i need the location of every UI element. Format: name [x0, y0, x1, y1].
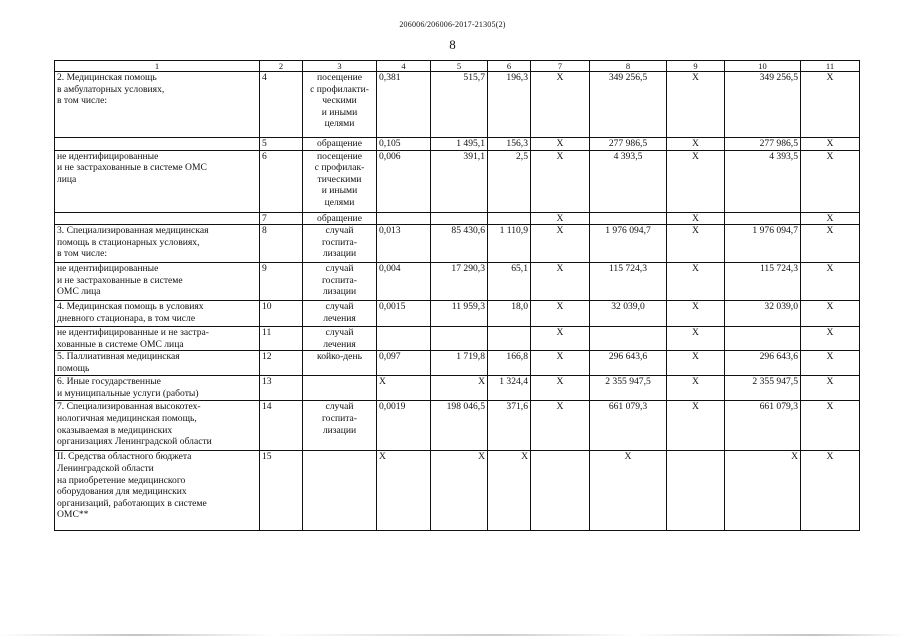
table-cell-col7 — [531, 72, 590, 138]
cell-text: X — [556, 72, 564, 83]
table-cell-col4 — [377, 301, 431, 327]
cell-text: X — [692, 351, 699, 363]
table-cell-col3 — [303, 401, 377, 451]
cell-text: 2 355 947,5 — [752, 376, 798, 388]
cell-text: койко-день — [317, 351, 362, 363]
table-cell-col5 — [431, 212, 488, 225]
table-cell-col5 — [431, 376, 488, 401]
cell-text: 6. Иные государственные и муниципальные услуги (работы) — [57, 376, 199, 399]
table-cell-col11 — [801, 301, 860, 327]
table-cell-col1 — [55, 451, 260, 531]
cell-text: 85 430,6 — [451, 225, 485, 237]
table-cell-col10 — [725, 351, 801, 376]
table-row — [55, 212, 860, 225]
cell-text: 166,8 — [506, 351, 528, 363]
table-cell-col10 — [725, 327, 801, 351]
cell-text: 9 — [262, 263, 267, 275]
table-cell-col1 — [55, 327, 260, 351]
table-cell-col9 — [667, 212, 725, 225]
cell-text: случай госпита- лизации — [321, 263, 358, 298]
cell-text: X — [478, 376, 485, 388]
table-cell-col8 — [590, 138, 667, 151]
table-cell-col7 — [531, 376, 590, 401]
cell-text: 7. Специализированная высокотех- нологичная медицинская помощь, оказываемая в медицинских организациях Ленинградской области — [57, 401, 212, 448]
table-cell-col9 — [667, 451, 725, 531]
table-cell-col11 — [801, 72, 860, 138]
table-cell-col8 — [590, 72, 667, 138]
cell-text: 196,3 — [506, 72, 528, 83]
table-cell-col9 — [667, 301, 725, 327]
table-cell-col10 — [725, 376, 801, 401]
cell-text: X — [556, 401, 564, 413]
cell-text: 12 — [262, 351, 272, 363]
cell-text: 1 324,4 — [499, 376, 528, 388]
cell-text: 4 393,5 — [613, 150, 643, 162]
table-cell-col2 — [260, 212, 303, 225]
table-cell-col5 — [431, 351, 488, 376]
table-row — [55, 225, 860, 263]
table-cell-col11 — [801, 401, 860, 451]
cell-text: 10 — [262, 301, 272, 313]
table-cell-col5 — [431, 225, 488, 263]
cell-text: 1 976 094,7 — [605, 225, 651, 237]
table-cell-col6 — [488, 263, 531, 301]
table-cell-col9 — [667, 225, 725, 263]
cell-text: не идентифицированные и не застрахованные в системе ОМС лица — [57, 150, 207, 185]
cell-text: 2,5 — [516, 150, 528, 162]
table-cell-col11 — [801, 212, 860, 225]
table-cell-col4 — [377, 150, 431, 212]
cell-text: 11 959,3 — [451, 301, 485, 313]
cell-text: 32 039,0 — [611, 301, 645, 313]
cell-text: X — [692, 301, 699, 313]
cell-text: X — [826, 72, 834, 83]
table-cell-col2 — [260, 451, 303, 531]
column-header: 1 — [55, 61, 260, 72]
table-cell-col2 — [260, 263, 303, 301]
table-row — [55, 327, 860, 351]
cell-text: 0,004 — [379, 263, 401, 275]
table-cell-col8 — [590, 263, 667, 301]
table-cell-col11 — [801, 351, 860, 376]
cell-text: случай лечения — [323, 301, 356, 324]
table-cell-col7 — [531, 327, 590, 351]
table-cell-col3 — [303, 225, 377, 263]
table-cell-col7 — [531, 301, 590, 327]
cell-text: X — [826, 351, 834, 363]
table-cell-col2 — [260, 351, 303, 376]
table-cell-col4 — [377, 212, 431, 225]
cell-text: 11 — [262, 327, 272, 339]
table-cell-col10 — [725, 138, 801, 151]
cell-text: 65,1 — [511, 263, 528, 275]
table-cell-col8 — [590, 351, 667, 376]
cell-text: 14 — [262, 401, 272, 413]
cell-text: X — [692, 263, 699, 275]
table-cell-col7 — [531, 263, 590, 301]
cell-text: 17 290,3 — [451, 263, 485, 275]
table-cell-col5 — [431, 301, 488, 327]
column-header: 9 — [667, 61, 725, 72]
cell-text: X — [692, 212, 699, 224]
cell-text: 515,7 — [463, 72, 485, 83]
table-cell-col2 — [260, 138, 303, 151]
cell-text: 1 976 094,7 — [752, 225, 798, 237]
cell-text: 296 643,6 — [608, 351, 648, 363]
table-cell-col6 — [488, 138, 531, 151]
cell-text: X — [826, 451, 834, 463]
table-row — [55, 263, 860, 301]
table-cell-col5 — [431, 451, 488, 531]
table-cell-col9 — [667, 327, 725, 351]
table-cell-col1 — [55, 401, 260, 451]
table-cell-col1 — [55, 212, 260, 225]
table-cell-col6 — [488, 72, 531, 138]
cell-text: X — [692, 327, 699, 339]
cell-text: X — [692, 150, 699, 162]
cell-text: 371,6 — [506, 401, 528, 413]
table-cell-col10 — [725, 72, 801, 138]
table-row — [55, 301, 860, 327]
cell-text: X — [556, 351, 564, 363]
table-cell-col10 — [725, 225, 801, 263]
cell-text: X — [556, 327, 564, 339]
table-cell-col8 — [590, 376, 667, 401]
table-cell-col6 — [488, 301, 531, 327]
table-cell-col1 — [55, 150, 260, 212]
table-cell-col4 — [377, 376, 431, 401]
table-row — [55, 72, 860, 138]
table-cell-col11 — [801, 327, 860, 351]
table-row — [55, 351, 860, 376]
table-cell-col3 — [303, 376, 377, 401]
cell-text: 115 724,3 — [608, 263, 648, 275]
cell-text: 0,006 — [379, 150, 401, 162]
cell-text: X — [826, 376, 834, 388]
cell-text: не идентифицированные и не застрахованные в системе ОМС лица — [57, 263, 183, 298]
cell-text: посещение с профилакти- ческими и иными целями — [310, 72, 369, 130]
cell-text: X — [826, 301, 834, 313]
cell-text: посещение с профилак- тическими и иными целями — [314, 150, 365, 208]
table-cell-col5 — [431, 327, 488, 351]
table-cell-col8 — [590, 451, 667, 531]
financing-table — [54, 60, 860, 531]
cell-text: 18,0 — [511, 301, 528, 313]
column-header: 11 — [801, 61, 860, 72]
table-cell-col5 — [431, 263, 488, 301]
cell-text: 4. Медицинская помощь в условиях дневного стационара, в том числе — [57, 301, 204, 324]
table-cell-col6 — [488, 225, 531, 263]
cell-text: 0,105 — [379, 138, 401, 149]
cell-text: X — [624, 451, 632, 463]
cell-text: 0,381 — [379, 72, 401, 83]
table-cell-col7 — [531, 451, 590, 531]
page-number: 8 — [449, 37, 456, 52]
table-cell-col1 — [55, 225, 260, 263]
table-cell-col6 — [488, 451, 531, 531]
cell-text: случай госпита- лизации — [321, 225, 358, 260]
column-header: 6 — [488, 61, 531, 72]
cell-text: случай госпита- лизации — [321, 401, 358, 436]
cell-text: 7 — [262, 212, 267, 224]
cell-text: X — [556, 150, 564, 162]
table-cell-col4 — [377, 225, 431, 263]
table-cell-col3 — [303, 451, 377, 531]
cell-text: 5. Паллиативная медицинская помощь — [57, 351, 180, 374]
cell-text: 661 079,3 — [759, 401, 798, 413]
cell-text: X — [826, 263, 834, 275]
table-cell-col11 — [801, 150, 860, 212]
table-row — [55, 376, 860, 401]
table-cell-col4 — [377, 72, 431, 138]
table-cell-col3 — [303, 263, 377, 301]
table-cell-col11 — [801, 376, 860, 401]
document-id: 206006/206006-2017-21305(2) — [399, 20, 506, 29]
cell-text: 1 719,8 — [456, 351, 485, 363]
table-cell-col9 — [667, 72, 725, 138]
column-header: 10 — [725, 61, 801, 72]
cell-text: X — [521, 451, 528, 463]
cell-text: 13 — [262, 376, 272, 388]
cell-text: 661 079,3 — [608, 401, 648, 413]
table-cell-col3 — [303, 72, 377, 138]
cell-text: 0,097 — [379, 351, 401, 363]
cell-text: X — [556, 301, 564, 313]
cell-text: 6 — [262, 150, 267, 162]
table-cell-col6 — [488, 401, 531, 451]
table-cell-col9 — [667, 263, 725, 301]
cell-text: 391,1 — [463, 150, 485, 162]
table-row — [55, 150, 860, 212]
table-cell-col8 — [590, 301, 667, 327]
table-cell-col6 — [488, 327, 531, 351]
table-cell-col10 — [725, 301, 801, 327]
cell-text: X — [826, 150, 834, 162]
cell-text: X — [379, 451, 386, 463]
cell-text: 156,3 — [506, 138, 528, 149]
table-cell-col8 — [590, 225, 667, 263]
table-cell-col10 — [725, 263, 801, 301]
table-cell-col1 — [55, 263, 260, 301]
cell-text: X — [478, 451, 485, 463]
table-cell-col10 — [725, 150, 801, 212]
cell-text: 3. Специализированная медицинская помощь в стационарных условиях, в том числе: — [57, 225, 209, 260]
table-cell-col2 — [260, 150, 303, 212]
cell-text: обращение — [317, 138, 362, 149]
table-cell-col9 — [667, 150, 725, 212]
table-cell-col8 — [590, 327, 667, 351]
cell-text: 15 — [262, 451, 272, 463]
table-cell-col3 — [303, 212, 377, 225]
column-header: 8 — [590, 61, 667, 72]
cell-text: 4 — [262, 72, 267, 83]
table-cell-col1 — [55, 72, 260, 138]
table-cell-col6 — [488, 376, 531, 401]
cell-text: 1 495,1 — [456, 138, 485, 149]
table-cell-col9 — [667, 351, 725, 376]
table-header-row — [55, 61, 860, 72]
cell-text: X — [556, 263, 564, 275]
table-cell-col4 — [377, 138, 431, 151]
cell-text: X — [692, 138, 699, 149]
table-cell-col7 — [531, 401, 590, 451]
table-cell-col3 — [303, 150, 377, 212]
cell-text: X — [692, 225, 699, 237]
table-cell-col4 — [377, 351, 431, 376]
cell-text: не идентифицированные и не застра- хованные в системе ОМС лица — [57, 327, 209, 350]
table-cell-col5 — [431, 150, 488, 212]
table-cell-col3 — [303, 327, 377, 351]
table-cell-col2 — [260, 401, 303, 451]
table-body — [55, 72, 860, 531]
table-cell-col1 — [55, 351, 260, 376]
cell-text: X — [556, 212, 564, 224]
table-cell-col8 — [590, 401, 667, 451]
cell-text: 296 643,6 — [759, 351, 798, 363]
column-header: 7 — [531, 61, 590, 72]
table-cell-col10 — [725, 401, 801, 451]
cell-text: X — [791, 451, 798, 463]
table-cell-col6 — [488, 150, 531, 212]
column-header: 5 — [431, 61, 488, 72]
table-cell-col1 — [55, 138, 260, 151]
table-cell-col2 — [260, 376, 303, 401]
table-cell-col11 — [801, 263, 860, 301]
table-cell-col7 — [531, 150, 590, 212]
table-cell-col11 — [801, 225, 860, 263]
cell-text: X — [826, 327, 834, 339]
cell-text: обращение — [317, 212, 362, 224]
cell-text: 277 986,5 — [608, 138, 648, 149]
cell-text: 2 355 947,5 — [605, 376, 651, 388]
table-cell-col2 — [260, 327, 303, 351]
table-cell-col4 — [377, 401, 431, 451]
cell-text: 0,0015 — [379, 301, 406, 313]
table-cell-col5 — [431, 401, 488, 451]
table-cell-col7 — [531, 351, 590, 376]
cell-text: X — [556, 225, 564, 237]
column-header: 2 — [260, 61, 303, 72]
table-cell-col4 — [377, 451, 431, 531]
cell-text: X — [692, 72, 699, 83]
cell-text: X — [826, 225, 834, 237]
table-cell-col6 — [488, 212, 531, 225]
cell-text: X — [826, 138, 834, 149]
cell-text: II. Средства областного бюджета Ленинградской области на приобретение медицинского оборудования для медицинских организаций, работающих в системе ОМС** — [57, 451, 207, 521]
table-cell-col9 — [667, 138, 725, 151]
cell-text: 349 256,5 — [608, 72, 648, 83]
cell-text: 277 986,5 — [759, 138, 798, 149]
table-cell-col6 — [488, 351, 531, 376]
table-cell-col1 — [55, 301, 260, 327]
table-cell-col5 — [431, 138, 488, 151]
table-cell-col4 — [377, 263, 431, 301]
cell-text: 115 724,3 — [759, 263, 798, 275]
table-cell-col10 — [725, 212, 801, 225]
cell-text: 198 046,5 — [446, 401, 485, 413]
table-row — [55, 138, 860, 151]
table-cell-col11 — [801, 138, 860, 151]
table-cell-col7 — [531, 138, 590, 151]
table-cell-col3 — [303, 351, 377, 376]
cell-text: 8 — [262, 225, 267, 237]
cell-text: 0,0019 — [379, 401, 406, 413]
table-cell-col7 — [531, 212, 590, 225]
column-header: 3 — [303, 61, 377, 72]
cell-text: 0,013 — [379, 225, 401, 237]
scan-edge-artifact — [0, 634, 905, 636]
cell-text: X — [692, 376, 699, 388]
table-cell-col4 — [377, 327, 431, 351]
cell-text: 349 256,5 — [759, 72, 798, 83]
cell-text: 1 110,9 — [499, 225, 528, 237]
table-cell-col3 — [303, 301, 377, 327]
table-cell-col2 — [260, 72, 303, 138]
cell-text: случай лечения — [323, 327, 356, 350]
cell-text: 32 039,0 — [764, 301, 798, 313]
table-cell-col10 — [725, 451, 801, 531]
table-cell-col3 — [303, 138, 377, 151]
cell-text: X — [826, 401, 834, 413]
table-cell-col8 — [590, 150, 667, 212]
cell-text: X — [556, 376, 564, 388]
cell-text: X — [826, 212, 834, 224]
table-cell-col11 — [801, 451, 860, 531]
cell-text: 2. Медицинская помощь в амбулаторных условиях, в том числе: — [57, 72, 165, 107]
table-cell-col1 — [55, 376, 260, 401]
table-cell-col7 — [531, 225, 590, 263]
table-cell-col2 — [260, 225, 303, 263]
table-cell-col5 — [431, 72, 488, 138]
cell-text: X — [692, 401, 699, 413]
table-cell-col2 — [260, 301, 303, 327]
cell-text: X — [379, 376, 386, 388]
table-row — [55, 401, 860, 451]
cell-text: 5 — [262, 138, 267, 149]
table-row — [55, 451, 860, 531]
table-cell-col8 — [590, 212, 667, 225]
table-cell-col9 — [667, 376, 725, 401]
cell-text: 4 393,5 — [769, 150, 798, 162]
column-header: 4 — [377, 61, 431, 72]
cell-text: X — [556, 138, 564, 149]
table-cell-col9 — [667, 401, 725, 451]
